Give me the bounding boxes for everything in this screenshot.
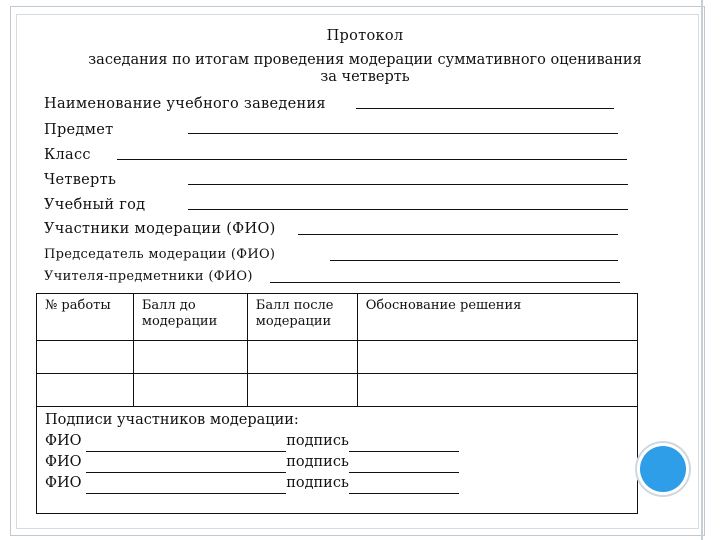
- subtitle-line-2: за четверть: [320, 69, 410, 85]
- field-quarter-label: Четверть: [44, 172, 117, 188]
- field-participants-label: Участники модерации (ФИО): [44, 221, 276, 237]
- signatures-section: [36, 406, 638, 514]
- signature-fio-label: ФИО: [45, 475, 82, 491]
- field-teachers-label: Учителя-предметники (ФИО): [44, 269, 253, 284]
- signature-line: [45, 452, 629, 473]
- decorative-side-line: [701, 0, 703, 540]
- field-subject: [44, 121, 113, 139]
- field-school-year-line[interactable]: [188, 209, 628, 210]
- field-institution-line[interactable]: [356, 108, 614, 109]
- table-header-score-after: Балл после модерации: [247, 294, 357, 341]
- table-cell[interactable]: [37, 374, 134, 407]
- signature-sign-label: подпись: [286, 454, 349, 470]
- document-title: Протокол: [326, 28, 404, 44]
- table-header-score-before: Балл до модерации: [133, 294, 247, 341]
- subtitle-line-1: заседания по итогам проведения модерации суммативного оценивания: [88, 52, 642, 68]
- table-header-work-number: № работы: [37, 294, 134, 341]
- field-participants: [44, 220, 276, 238]
- field-subject-label: Предмет: [44, 122, 114, 138]
- field-school-year-label: Учебный год: [44, 197, 146, 213]
- table-row: [37, 341, 638, 374]
- table-header-justification: Обоснование решения: [357, 294, 637, 341]
- field-chairman: [44, 246, 275, 264]
- signature-line: [45, 431, 629, 452]
- table-cell[interactable]: [357, 341, 637, 374]
- table-cell[interactable]: [247, 374, 357, 407]
- field-quarter-line[interactable]: [188, 184, 628, 185]
- table-row: [37, 374, 638, 407]
- signature-fio-label: ФИО: [45, 433, 82, 449]
- signature-sign-blank[interactable]: [349, 457, 459, 473]
- signature-sign-label: подпись: [286, 433, 349, 449]
- field-chairman-line[interactable]: [330, 260, 618, 261]
- signature-sign-label: подпись: [286, 475, 349, 491]
- signature-sign-blank[interactable]: [349, 478, 459, 494]
- field-institution: [44, 95, 326, 113]
- field-teachers-line[interactable]: [270, 282, 620, 283]
- table-cell[interactable]: [357, 374, 637, 407]
- field-subject-line[interactable]: [188, 133, 618, 134]
- field-class: [44, 146, 91, 164]
- table-cell[interactable]: [247, 341, 357, 374]
- signature-fio-label: ФИО: [45, 454, 82, 470]
- field-chairman-label: Председатель модерации (ФИО): [44, 247, 276, 262]
- signature-fio-blank[interactable]: [86, 478, 286, 494]
- signature-sign-blank[interactable]: [349, 436, 459, 452]
- table-cell[interactable]: [37, 341, 134, 374]
- signature-line: [45, 473, 629, 494]
- field-quarter: [44, 171, 116, 189]
- moderation-table: [36, 293, 638, 407]
- signatures-heading: Подписи участников модерации:: [45, 412, 299, 428]
- signature-fio-blank[interactable]: [86, 457, 286, 473]
- decorative-blue-circle: [640, 446, 686, 492]
- table-cell[interactable]: [133, 341, 247, 374]
- signature-fio-blank[interactable]: [86, 436, 286, 452]
- field-institution-label: Наименование учебного заведения: [44, 96, 326, 112]
- table-header-row: [37, 294, 638, 341]
- field-participants-line[interactable]: [298, 234, 618, 235]
- document-subtitle: [40, 52, 690, 86]
- table-cell[interactable]: [133, 374, 247, 407]
- field-class-line[interactable]: [117, 159, 627, 160]
- field-class-label: Класс: [44, 147, 91, 163]
- field-school-year: [44, 196, 145, 214]
- field-teachers: [44, 268, 253, 286]
